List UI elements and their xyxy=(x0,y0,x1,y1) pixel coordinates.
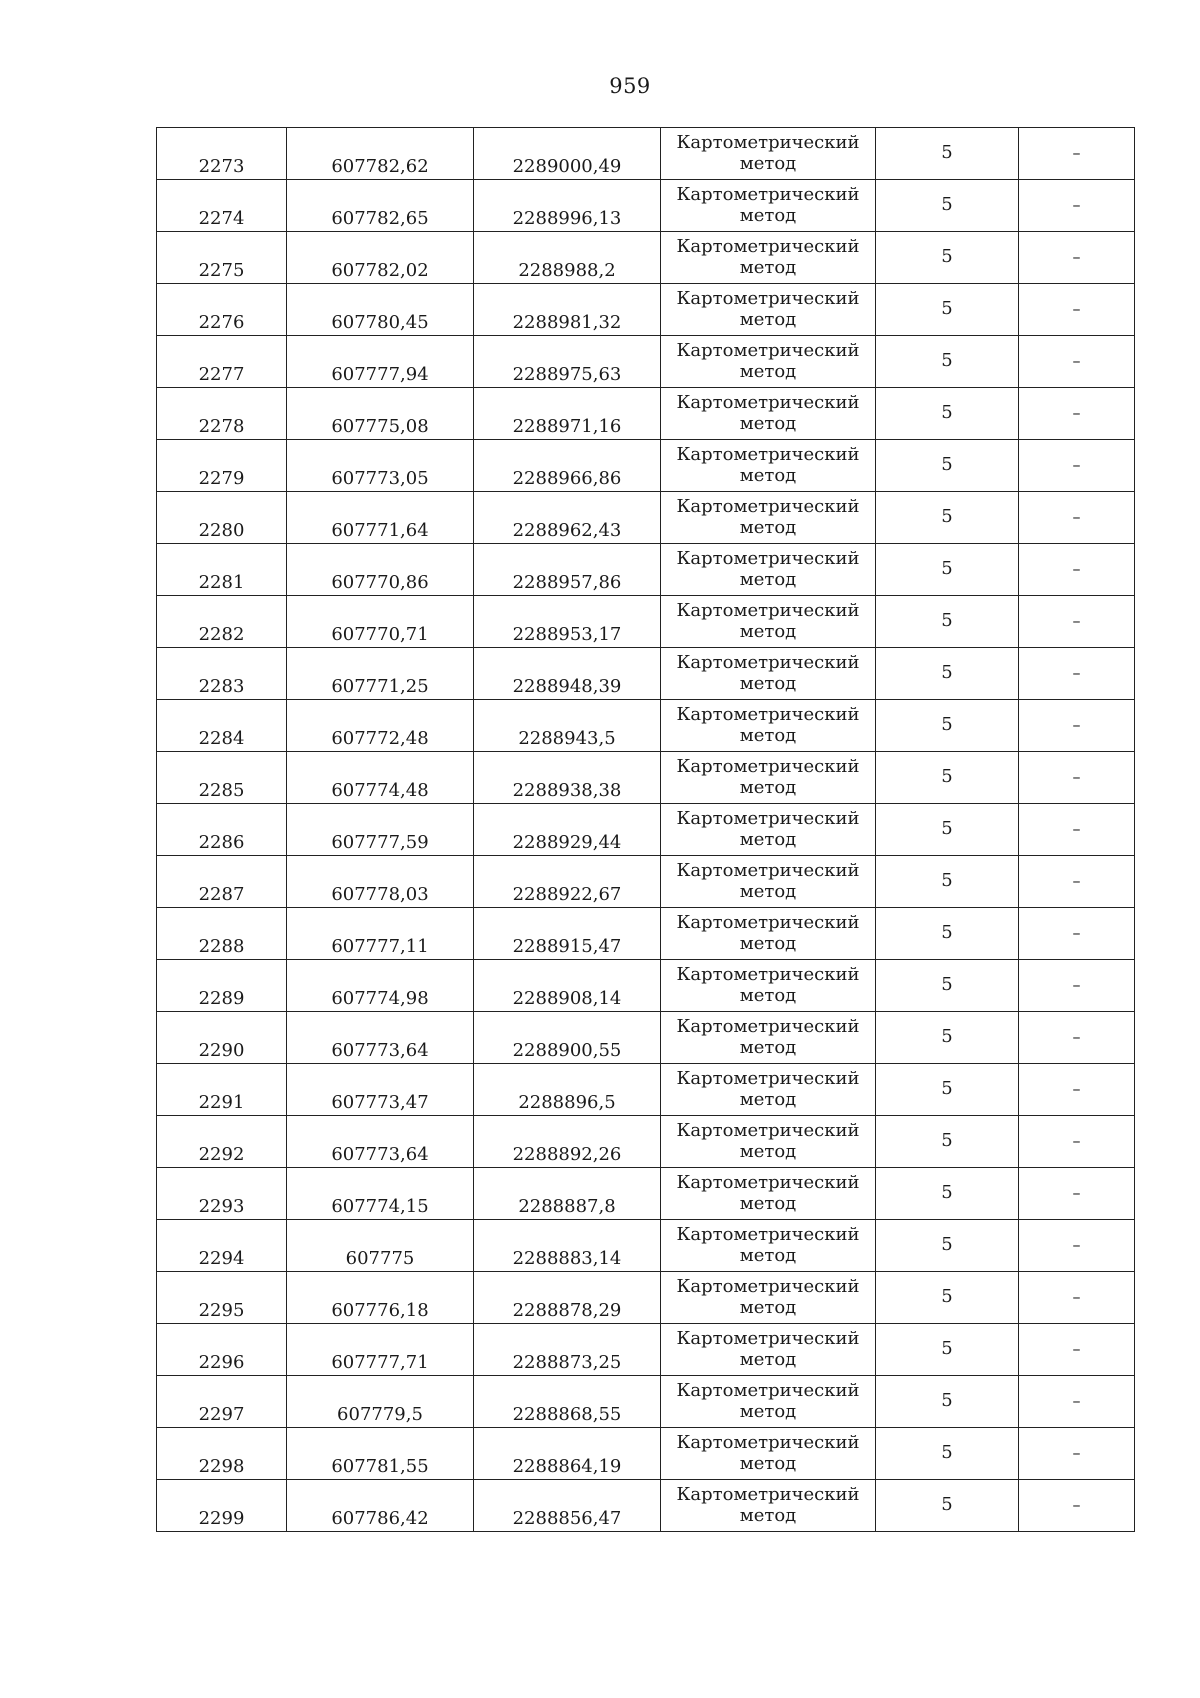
method-line-1: Картометрический xyxy=(676,1483,860,1505)
x-coordinate-cell: 607780,45 xyxy=(287,284,474,336)
method-cell xyxy=(661,336,876,388)
method-line-1: Картометрический xyxy=(676,287,860,309)
accuracy-cell: 5 xyxy=(876,544,1019,596)
y-coordinate-cell: 2288971,16 xyxy=(474,388,661,440)
point-number-cell: 2284 xyxy=(157,700,287,752)
x-coordinate-cell: 607774,48 xyxy=(287,752,474,804)
x-coordinate-cell: 607778,03 xyxy=(287,856,474,908)
accuracy-cell: 5 xyxy=(876,960,1019,1012)
y-coordinate-cell: 2288996,13 xyxy=(474,180,661,232)
y-coordinate-cell: 2288887,8 xyxy=(474,1168,661,1220)
point-number-cell: 2295 xyxy=(157,1272,287,1324)
method-line-1: Картометрический xyxy=(676,391,860,413)
y-coordinate-cell: 2288900,55 xyxy=(474,1012,661,1064)
accuracy-cell: 5 xyxy=(876,440,1019,492)
accuracy-cell: 5 xyxy=(876,1116,1019,1168)
method-line-2: метод xyxy=(739,1452,797,1474)
method-line-2: метод xyxy=(739,256,797,278)
point-number-cell: 2288 xyxy=(157,908,287,960)
x-coordinate-cell: 607775,08 xyxy=(287,388,474,440)
method-line-1: Картометрический xyxy=(676,1275,860,1297)
method-line-2: метод xyxy=(739,1400,797,1422)
table-row xyxy=(157,1220,1135,1272)
note-cell: – xyxy=(1019,700,1135,752)
x-coordinate-cell: 607773,05 xyxy=(287,440,474,492)
table-row xyxy=(157,1116,1135,1168)
y-coordinate-cell: 2288878,29 xyxy=(474,1272,661,1324)
point-number-cell: 2274 xyxy=(157,180,287,232)
method-cell xyxy=(661,1428,876,1480)
method-cell xyxy=(661,596,876,648)
note-cell: – xyxy=(1019,1220,1135,1272)
method-line-2: метод xyxy=(739,308,797,330)
accuracy-cell: 5 xyxy=(876,700,1019,752)
method-line-2: метод xyxy=(739,1296,797,1318)
method-line-1: Картометрический xyxy=(676,911,860,933)
note-cell: – xyxy=(1019,1428,1135,1480)
accuracy-cell: 5 xyxy=(876,1220,1019,1272)
note-cell: – xyxy=(1019,1116,1135,1168)
method-line-1: Картометрический xyxy=(676,1015,860,1037)
accuracy-cell: 5 xyxy=(876,1012,1019,1064)
method-line-2: метод xyxy=(739,828,797,850)
method-line-2: метод xyxy=(739,984,797,1006)
method-line-2: метод xyxy=(739,1088,797,1110)
y-coordinate-cell: 2288896,5 xyxy=(474,1064,661,1116)
point-number-cell: 2273 xyxy=(157,128,287,180)
method-line-1: Картометрический xyxy=(676,1327,860,1349)
note-cell: – xyxy=(1019,1272,1135,1324)
y-coordinate-cell: 2289000,49 xyxy=(474,128,661,180)
table-row xyxy=(157,856,1135,908)
accuracy-cell: 5 xyxy=(876,1376,1019,1428)
table-row xyxy=(157,908,1135,960)
x-coordinate-cell: 607774,98 xyxy=(287,960,474,1012)
method-line-1: Картометрический xyxy=(676,339,860,361)
x-coordinate-cell: 607773,64 xyxy=(287,1012,474,1064)
method-cell xyxy=(661,1012,876,1064)
method-line-1: Картометрический xyxy=(676,755,860,777)
method-line-2: метод xyxy=(739,880,797,902)
x-coordinate-cell: 607781,55 xyxy=(287,1428,474,1480)
method-cell xyxy=(661,128,876,180)
method-cell xyxy=(661,1220,876,1272)
point-number-cell: 2290 xyxy=(157,1012,287,1064)
note-cell: – xyxy=(1019,596,1135,648)
accuracy-cell: 5 xyxy=(876,908,1019,960)
method-line-2: метод xyxy=(739,724,797,746)
method-cell xyxy=(661,804,876,856)
y-coordinate-cell: 2288873,25 xyxy=(474,1324,661,1376)
method-line-2: метод xyxy=(739,1036,797,1058)
y-coordinate-cell: 2288915,47 xyxy=(474,908,661,960)
accuracy-cell: 5 xyxy=(876,1428,1019,1480)
x-coordinate-cell: 607772,48 xyxy=(287,700,474,752)
table-row xyxy=(157,336,1135,388)
y-coordinate-cell: 2288981,32 xyxy=(474,284,661,336)
table-row xyxy=(157,1272,1135,1324)
point-number-cell: 2286 xyxy=(157,804,287,856)
accuracy-cell: 5 xyxy=(876,752,1019,804)
method-line-1: Картометрический xyxy=(676,131,860,153)
method-line-1: Картометрический xyxy=(676,1067,860,1089)
accuracy-cell: 5 xyxy=(876,388,1019,440)
method-line-1: Картометрический xyxy=(676,599,860,621)
y-coordinate-cell: 2288856,47 xyxy=(474,1480,661,1532)
method-line-1: Картометрический xyxy=(676,235,860,257)
method-line-2: метод xyxy=(739,1504,797,1526)
note-cell: – xyxy=(1019,388,1135,440)
point-number-cell: 2283 xyxy=(157,648,287,700)
note-cell: – xyxy=(1019,232,1135,284)
method-cell xyxy=(661,1272,876,1324)
point-number-cell: 2292 xyxy=(157,1116,287,1168)
y-coordinate-cell: 2288864,19 xyxy=(474,1428,661,1480)
x-coordinate-cell: 607774,15 xyxy=(287,1168,474,1220)
point-number-cell: 2282 xyxy=(157,596,287,648)
accuracy-cell: 5 xyxy=(876,232,1019,284)
y-coordinate-cell: 2288975,63 xyxy=(474,336,661,388)
point-number-cell: 2297 xyxy=(157,1376,287,1428)
x-coordinate-cell: 607771,25 xyxy=(287,648,474,700)
x-coordinate-cell: 607782,65 xyxy=(287,180,474,232)
method-cell xyxy=(661,544,876,596)
table-row xyxy=(157,1012,1135,1064)
y-coordinate-cell: 2288948,39 xyxy=(474,648,661,700)
y-coordinate-cell: 2288938,38 xyxy=(474,752,661,804)
page-number: 959 xyxy=(609,74,651,98)
note-cell: – xyxy=(1019,440,1135,492)
y-coordinate-cell: 2288943,5 xyxy=(474,700,661,752)
note-cell: – xyxy=(1019,752,1135,804)
x-coordinate-cell: 607782,62 xyxy=(287,128,474,180)
note-cell: – xyxy=(1019,180,1135,232)
method-cell xyxy=(661,492,876,544)
x-coordinate-cell: 607776,18 xyxy=(287,1272,474,1324)
table-row xyxy=(157,648,1135,700)
point-number-cell: 2277 xyxy=(157,336,287,388)
method-line-2: метод xyxy=(739,776,797,798)
x-coordinate-cell: 607777,71 xyxy=(287,1324,474,1376)
method-cell xyxy=(661,960,876,1012)
method-line-1: Картометрический xyxy=(676,1379,860,1401)
method-line-1: Картометрический xyxy=(676,703,860,725)
table-row xyxy=(157,804,1135,856)
method-cell xyxy=(661,856,876,908)
x-coordinate-cell: 607786,42 xyxy=(287,1480,474,1532)
table-row xyxy=(157,180,1135,232)
point-number-cell: 2280 xyxy=(157,492,287,544)
point-number-cell: 2278 xyxy=(157,388,287,440)
x-coordinate-cell: 607779,5 xyxy=(287,1376,474,1428)
method-line-2: метод xyxy=(739,568,797,590)
note-cell: – xyxy=(1019,960,1135,1012)
table-row xyxy=(157,128,1135,180)
point-number-cell: 2289 xyxy=(157,960,287,1012)
method-line-2: метод xyxy=(739,464,797,486)
table-body xyxy=(157,128,1135,1532)
method-line-2: метод xyxy=(739,204,797,226)
accuracy-cell: 5 xyxy=(876,596,1019,648)
method-cell xyxy=(661,1064,876,1116)
method-line-2: метод xyxy=(739,152,797,174)
note-cell: – xyxy=(1019,804,1135,856)
method-line-2: метод xyxy=(739,1192,797,1214)
point-number-cell: 2287 xyxy=(157,856,287,908)
table-row xyxy=(157,1324,1135,1376)
note-cell: – xyxy=(1019,1324,1135,1376)
method-cell xyxy=(661,1324,876,1376)
note-cell: – xyxy=(1019,908,1135,960)
method-line-2: метод xyxy=(739,620,797,642)
x-coordinate-cell: 607782,02 xyxy=(287,232,474,284)
y-coordinate-cell: 2288962,43 xyxy=(474,492,661,544)
method-cell xyxy=(661,700,876,752)
method-cell xyxy=(661,648,876,700)
note-cell: – xyxy=(1019,856,1135,908)
method-line-1: Картометрический xyxy=(676,495,860,517)
y-coordinate-cell: 2288892,26 xyxy=(474,1116,661,1168)
point-number-cell: 2293 xyxy=(157,1168,287,1220)
method-line-2: метод xyxy=(739,1140,797,1162)
note-cell: – xyxy=(1019,1012,1135,1064)
method-line-1: Картометрический xyxy=(676,963,860,985)
y-coordinate-cell: 2288988,2 xyxy=(474,232,661,284)
method-line-1: Картометрический xyxy=(676,1223,860,1245)
method-line-1: Картометрический xyxy=(676,859,860,881)
x-coordinate-cell: 607770,71 xyxy=(287,596,474,648)
x-coordinate-cell: 607777,94 xyxy=(287,336,474,388)
accuracy-cell: 5 xyxy=(876,1480,1019,1532)
accuracy-cell: 5 xyxy=(876,1324,1019,1376)
y-coordinate-cell: 2288922,67 xyxy=(474,856,661,908)
point-number-cell: 2296 xyxy=(157,1324,287,1376)
table-row xyxy=(157,1376,1135,1428)
coordinates-table xyxy=(156,127,1135,1532)
y-coordinate-cell: 2288953,17 xyxy=(474,596,661,648)
method-cell xyxy=(661,1116,876,1168)
point-number-cell: 2285 xyxy=(157,752,287,804)
method-line-2: метод xyxy=(739,516,797,538)
table-row xyxy=(157,1064,1135,1116)
table-row xyxy=(157,1168,1135,1220)
accuracy-cell: 5 xyxy=(876,128,1019,180)
method-line-1: Картометрический xyxy=(676,1171,860,1193)
method-cell xyxy=(661,1376,876,1428)
note-cell: – xyxy=(1019,1064,1135,1116)
table-row xyxy=(157,232,1135,284)
note-cell: – xyxy=(1019,128,1135,180)
method-line-1: Картометрический xyxy=(676,1119,860,1141)
table-row xyxy=(157,960,1135,1012)
method-line-1: Картометрический xyxy=(676,651,860,673)
method-line-2: метод xyxy=(739,360,797,382)
accuracy-cell: 5 xyxy=(876,856,1019,908)
method-cell xyxy=(661,752,876,804)
x-coordinate-cell: 607770,86 xyxy=(287,544,474,596)
method-cell xyxy=(661,1168,876,1220)
note-cell: – xyxy=(1019,648,1135,700)
accuracy-cell: 5 xyxy=(876,648,1019,700)
note-cell: – xyxy=(1019,544,1135,596)
method-cell xyxy=(661,1480,876,1532)
table-row xyxy=(157,388,1135,440)
method-line-1: Картометрический xyxy=(676,807,860,829)
point-number-cell: 2294 xyxy=(157,1220,287,1272)
x-coordinate-cell: 607775 xyxy=(287,1220,474,1272)
method-cell xyxy=(661,284,876,336)
method-line-2: метод xyxy=(739,672,797,694)
point-number-cell: 2275 xyxy=(157,232,287,284)
y-coordinate-cell: 2288957,86 xyxy=(474,544,661,596)
method-cell xyxy=(661,388,876,440)
point-number-cell: 2299 xyxy=(157,1480,287,1532)
x-coordinate-cell: 607771,64 xyxy=(287,492,474,544)
accuracy-cell: 5 xyxy=(876,1272,1019,1324)
note-cell: – xyxy=(1019,284,1135,336)
method-line-1: Картометрический xyxy=(676,183,860,205)
method-cell xyxy=(661,180,876,232)
note-cell: – xyxy=(1019,336,1135,388)
table-row xyxy=(157,440,1135,492)
point-number-cell: 2276 xyxy=(157,284,287,336)
method-line-2: метод xyxy=(739,932,797,954)
method-line-1: Картометрический xyxy=(676,1431,860,1453)
x-coordinate-cell: 607773,47 xyxy=(287,1064,474,1116)
y-coordinate-cell: 2288929,44 xyxy=(474,804,661,856)
table-row xyxy=(157,1428,1135,1480)
accuracy-cell: 5 xyxy=(876,180,1019,232)
point-number-cell: 2281 xyxy=(157,544,287,596)
x-coordinate-cell: 607777,59 xyxy=(287,804,474,856)
y-coordinate-cell: 2288908,14 xyxy=(474,960,661,1012)
point-number-cell: 2279 xyxy=(157,440,287,492)
point-number-cell: 2298 xyxy=(157,1428,287,1480)
note-cell: – xyxy=(1019,1480,1135,1532)
point-number-cell: 2291 xyxy=(157,1064,287,1116)
y-coordinate-cell: 2288868,55 xyxy=(474,1376,661,1428)
accuracy-cell: 5 xyxy=(876,492,1019,544)
accuracy-cell: 5 xyxy=(876,1168,1019,1220)
accuracy-cell: 5 xyxy=(876,1064,1019,1116)
table-row xyxy=(157,544,1135,596)
x-coordinate-cell: 607777,11 xyxy=(287,908,474,960)
method-line-2: метод xyxy=(739,412,797,434)
table-row xyxy=(157,1480,1135,1532)
method-cell xyxy=(661,232,876,284)
method-line-1: Картометрический xyxy=(676,547,860,569)
method-cell xyxy=(661,908,876,960)
y-coordinate-cell: 2288966,86 xyxy=(474,440,661,492)
accuracy-cell: 5 xyxy=(876,284,1019,336)
table-row xyxy=(157,284,1135,336)
method-line-2: метод xyxy=(739,1348,797,1370)
method-line-1: Картометрический xyxy=(676,443,860,465)
x-coordinate-cell: 607773,64 xyxy=(287,1116,474,1168)
method-cell xyxy=(661,440,876,492)
table-row xyxy=(157,752,1135,804)
y-coordinate-cell: 2288883,14 xyxy=(474,1220,661,1272)
table-row xyxy=(157,700,1135,752)
accuracy-cell: 5 xyxy=(876,804,1019,856)
table-row xyxy=(157,596,1135,648)
accuracy-cell: 5 xyxy=(876,336,1019,388)
note-cell: – xyxy=(1019,1168,1135,1220)
note-cell: – xyxy=(1019,492,1135,544)
table-row xyxy=(157,492,1135,544)
method-line-2: метод xyxy=(739,1244,797,1266)
note-cell: – xyxy=(1019,1376,1135,1428)
